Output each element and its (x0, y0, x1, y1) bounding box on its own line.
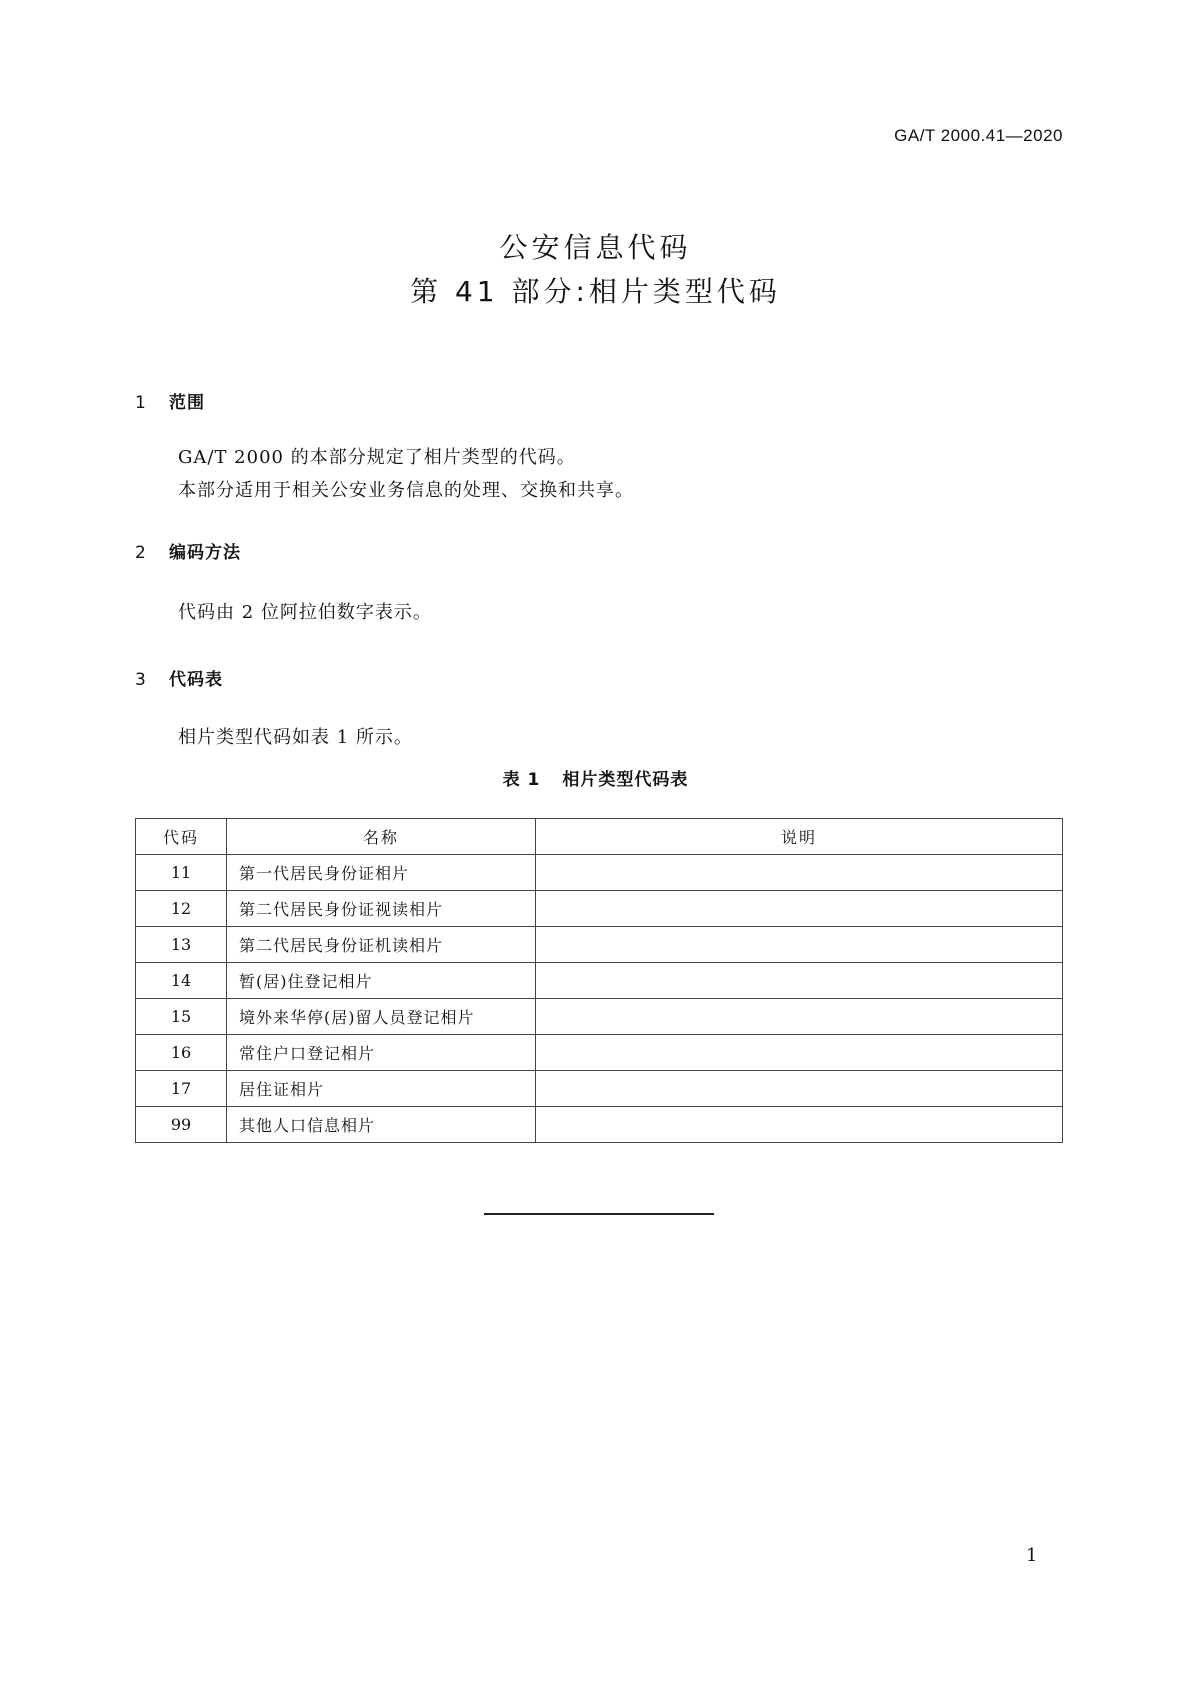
cell-note (536, 1107, 1063, 1143)
table-row (136, 855, 1063, 891)
cell-code: 14 (136, 963, 227, 999)
table-caption-title: 相片类型代码表 (562, 770, 689, 790)
cell-code: 12 (136, 891, 227, 927)
cell-name: 暂(居)住登记相片 (227, 963, 536, 999)
paragraph: 相片类型代码如表 1 所示。 (178, 727, 413, 748)
cell-note (536, 891, 1063, 927)
cell-note (536, 927, 1063, 963)
table-row (136, 927, 1063, 963)
document-subtitle: 第 41 部分:相片类型代码 (410, 275, 781, 308)
cell-code: 15 (136, 999, 227, 1035)
cell-name: 第二代居民身份证机读相片 (227, 927, 536, 963)
cell-note (536, 855, 1063, 891)
section-heading-coding-method (135, 538, 241, 563)
table-caption (0, 765, 1191, 790)
paragraph: 代码由 2 位阿拉伯数字表示。 (178, 602, 432, 623)
cell-code: 17 (136, 1071, 227, 1107)
cell-name: 其他人口信息相片 (227, 1107, 536, 1143)
section-number: 1 (135, 393, 147, 413)
table-header-row (136, 819, 1063, 855)
header-code: 代码 (136, 819, 227, 855)
table-row (136, 999, 1063, 1035)
section-number: 3 (135, 670, 147, 690)
document-title: 公安信息代码 (499, 231, 692, 264)
cell-code: 13 (136, 927, 227, 963)
table-caption-number: 表 1 (502, 770, 541, 790)
header-name: 名称 (227, 819, 536, 855)
end-of-document-rule (484, 1213, 714, 1215)
cell-name: 第二代居民身份证视读相片 (227, 891, 536, 927)
section-heading-scope (135, 388, 205, 413)
photo-type-code-table (135, 818, 1063, 1143)
cell-name: 第一代居民身份证相片 (227, 855, 536, 891)
section-title: 范围 (169, 393, 205, 413)
table-row (136, 1071, 1063, 1107)
standard-code: GA/T 2000.41—2020 (894, 126, 1063, 145)
cell-code: 16 (136, 1035, 227, 1071)
cell-code: 99 (136, 1107, 227, 1143)
section-heading-code-table (135, 665, 223, 690)
cell-note (536, 1035, 1063, 1071)
table-row (136, 1107, 1063, 1143)
cell-name: 境外来华停(居)留人员登记相片 (227, 999, 536, 1035)
table-row (136, 1035, 1063, 1071)
cell-note (536, 999, 1063, 1035)
paragraph: GA/T 2000 的本部分规定了相片类型的代码。 (178, 447, 576, 468)
cell-code: 11 (136, 855, 227, 891)
cell-note (536, 963, 1063, 999)
table-row (136, 963, 1063, 999)
cell-note (536, 1071, 1063, 1107)
page-number: 1 (1026, 1545, 1038, 1566)
cell-name: 居住证相片 (227, 1071, 536, 1107)
header-note: 说明 (536, 819, 1063, 855)
cell-name: 常住户口登记相片 (227, 1035, 536, 1071)
section-number: 2 (135, 543, 147, 563)
table-row (136, 891, 1063, 927)
paragraph: 本部分适用于相关公安业务信息的处理、交换和共享。 (178, 480, 634, 501)
section-title: 编码方法 (169, 543, 241, 563)
section-title: 代码表 (169, 670, 223, 690)
